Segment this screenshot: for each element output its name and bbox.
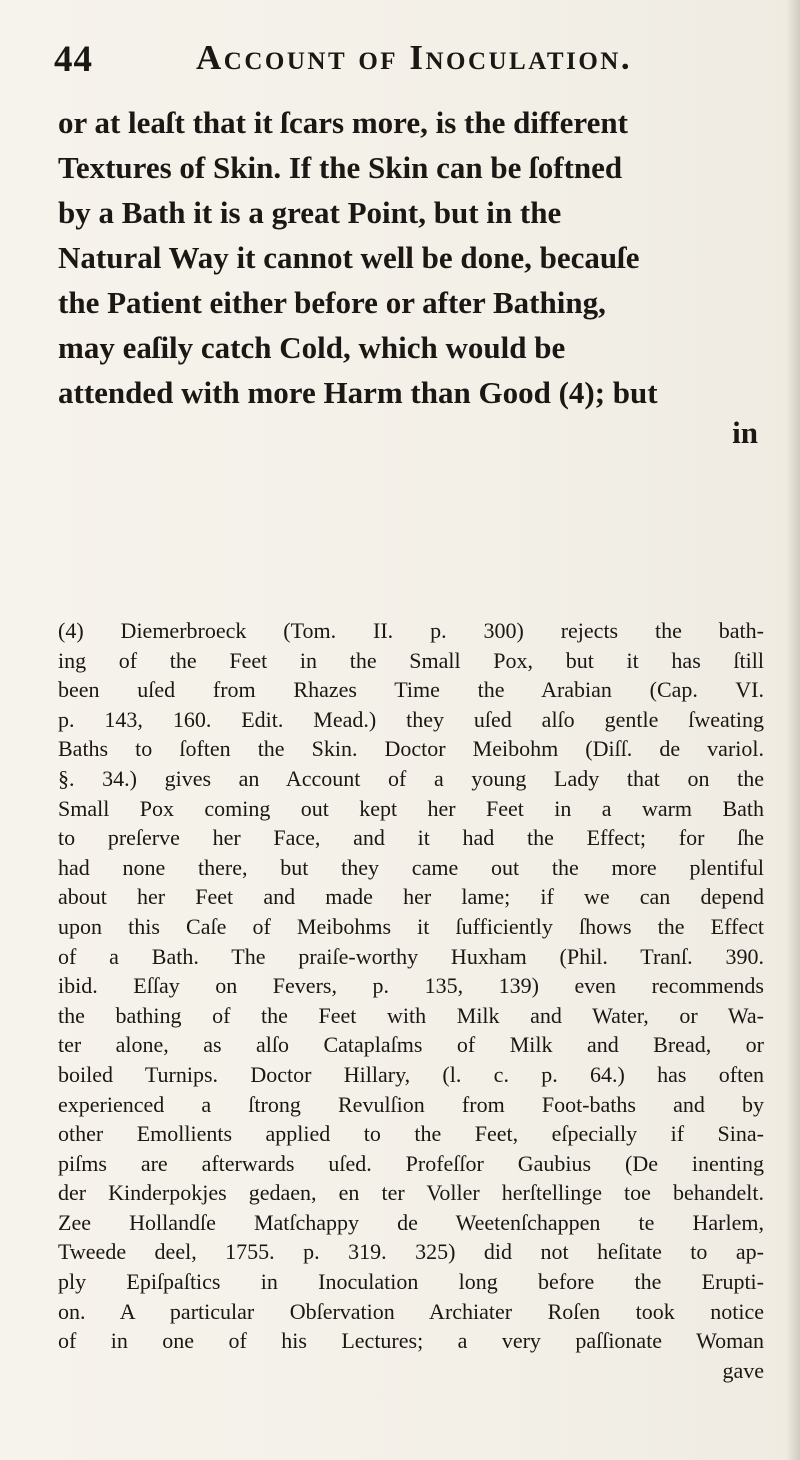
- footnote-line: Small Pox coming out kept her Feet in a warm Bath: [58, 795, 764, 821]
- text-line: by a Bath it is a great Point, but in the: [58, 195, 562, 230]
- footnote-line: about her Feet and made her lame; if we can depend: [58, 884, 764, 910]
- text-line: Natural Way it cannot well be done, becauſe: [58, 240, 640, 275]
- text-line: the Patient either before or after Bathing,: [58, 285, 606, 320]
- footnote-line: had none there, but they came out the more plentiful: [58, 854, 764, 880]
- footnote-line: of a Bath. The praiſe-worthy Huxham (Phil. Tranſ. 390.: [58, 943, 764, 969]
- page-header: [54, 38, 754, 88]
- footnote-line: ibid. Eſſay on Fevers, p. 135, 139) even recommends: [58, 973, 764, 999]
- footnote-line: Baths to ſoften the Skin. Doctor Meibohm (Diſſ. de variol.: [58, 736, 764, 762]
- footnote-line: Tweede deel, 1755. p. 319. 325) did not heſitate to ap-: [58, 1239, 764, 1265]
- footnote-line: der Kinderpokjes gedaen, en ter Voller herſtellinge toe behandelt.: [58, 1180, 764, 1206]
- footnote: [58, 616, 764, 1386]
- footnote-line: to preſerve her Face, and it had the Effect; for ſhe: [58, 825, 764, 851]
- footnote-line: boiled Turnips. Doctor Hillary, (l. c. p. 64.) has often: [58, 1061, 764, 1087]
- footnote-line: the bathing of the Feet with Milk and Water, or Wa-: [58, 1002, 764, 1028]
- catchword: in: [732, 415, 758, 450]
- text-line: or at leaſt that it ſcars more, is the different: [58, 105, 628, 140]
- text-line: Textures of Skin. If the Skin can be ſoftned: [58, 150, 623, 185]
- footnote-line: other Emollients applied to the Feet, eſpecially if Sina-: [58, 1121, 764, 1147]
- footnote-line: ing of the Feet in the Small Pox, but it has ſtill: [58, 647, 764, 673]
- footnote-catchword: gave: [722, 1357, 764, 1383]
- text-line: attended with more Harm than Good (4); but: [58, 375, 658, 410]
- footnote-line: piſms are afterwards uſed. Profeſſor Gaubius (De inenting: [58, 1150, 764, 1176]
- page-edge-shadow: [786, 0, 800, 1460]
- footnote-line: of in one of his Lectures; a very paſſionate Woman: [58, 1328, 764, 1354]
- footnote-line: ter alone, as alſo Cataplaſms of Milk and Bread, or: [58, 1032, 764, 1058]
- footnote-line: been uſed from Rhazes Time the Arabian (Cap. VI.: [58, 677, 764, 703]
- text-line: may eaſily catch Cold, which would be: [58, 330, 566, 365]
- running-head: Account of Inoculation.: [196, 38, 633, 77]
- footnote-line: Zee Hollandſe Matſchappy de Weetenſchappen te Harlem,: [58, 1209, 764, 1235]
- footnote-line: upon this Caſe of Meibohms it ſufficiently ſhows the Effect: [58, 913, 764, 939]
- footnote-line: experienced a ſtrong Revulſion from Foot-baths and by: [58, 1091, 764, 1117]
- footnote-line: (4) Diemerbroeck (Tom. II. p. 300) rejects the bath-: [58, 618, 764, 643]
- footnote-line: p. 143, 160. Edit. Mead.) they uſed alſo gentle ſweating: [58, 706, 764, 732]
- page-number: 44: [54, 39, 93, 80]
- footnote-line: §. 34.) gives an Account of a young Lady that on the: [58, 765, 764, 791]
- main-text: [58, 100, 758, 455]
- footnote-line: ply Epiſpaſtics in Inoculation long before the Erupti-: [58, 1269, 764, 1295]
- footnote-line: on. A particular Obſervation Archiater Roſen took notice: [58, 1298, 764, 1324]
